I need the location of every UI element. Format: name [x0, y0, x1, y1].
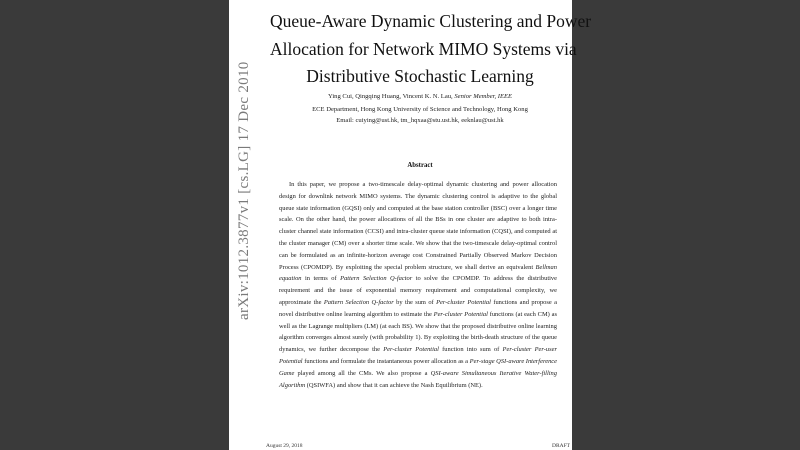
abstract-text: functions and formulate the instantaneous power allocation as a — [302, 357, 470, 365]
author-names: Ying Cui, Qingqing Huang, Vincent K. N. Lau, — [327, 93, 455, 100]
abstract-emphasis: Per-cluster Potential — [433, 310, 488, 318]
abstract-body — [279, 179, 557, 391]
footer-draft-label: DRAFT — [552, 443, 571, 449]
abstract-text: functions and propose a novel distributive online learning algorithm to estimate the — [279, 298, 557, 318]
title-line-1: Queue-Aware Dynamic Clustering and Power — [270, 11, 592, 31]
abstract-text: to solve the CPOMDP. To address the distributive requirement and the issue of exponential memory requirement and computational complexity, we approximate the — [279, 275, 557, 306]
author-emails: Email: cuiying@ust.hk, tm_hqxaa@stu.ust.hk, eeknlau@ust.hk — [336, 117, 504, 124]
abstract-emphasis: Per-cluster Per-user Potential — [279, 346, 557, 365]
abstract-text: played among all the CMs. We also propose a — [294, 369, 431, 377]
title-line-3: Distributive Stochastic Learning — [306, 66, 534, 86]
abstract-emphasis: Bellman equation — [279, 263, 557, 283]
paper-title — [270, 8, 592, 91]
abstract-emphasis: Pattern Selection Q-factor — [340, 275, 413, 283]
author-list — [270, 93, 570, 100]
abstract-emphasis: Per-cluster Potential — [383, 346, 439, 354]
footer-date: August 29, 2018 — [266, 443, 303, 449]
arxiv-identifier[interactable]: arXiv:1012.3877v1 [cs.LG] 17 Dec 2010 — [236, 61, 252, 320]
abstract-emphasis: Pattern Selection Q-factor — [323, 298, 394, 306]
author-affiliation: ECE Department, Hong Kong University of Science and Technology, Hong Kong — [312, 106, 528, 113]
abstract-emphasis: Per-stage QSI-aware Interference Game — [279, 357, 558, 377]
abstract-text: functions (at each CM) as well as the Lagrange multipliers (LM) (at each BS). We show that the proposed distributive online learning algorithm converges almost surely (with probability 1). By exploiting the birth-death structure of the queue dynamics, we further decompose the — [279, 310, 557, 354]
abstract-text: function into sum of — [438, 346, 503, 354]
title-line-2: Allocation for Network MIMO Systems via — [270, 38, 577, 59]
abstract-text: by the sum of — [393, 298, 437, 306]
abstract-text: (QSIWFA) and show that it can achieve the Nash Equilibrium (NE). — [305, 381, 483, 389]
abstract-emphasis: QSI-aware Simultaneous Iterative Water-filling Algorithm — [279, 369, 557, 389]
abstract-emphasis: Per-cluster Potential — [436, 298, 491, 306]
abstract-heading: Abstract — [407, 162, 433, 169]
abstract-text: In this paper, we propose a two-timescale delay-optimal dynamic clustering and power allocation design for downlink network MIMO systems. The dynamic clustering control is adaptive to the global queue state information (GQSI) only and computed at the base station controller (BSC) over a longer time scale. On the other hand, the power allocations of all the BSs in one cluster are adaptive to both intra-cluster channel state information (CCSI) and intra-cluster queue state information (CQSI), and computed at the cluster manager (CM) over a shorter time scale. We show that the two-timescale delay-optimal control can be formulated as an infinite-horizon average cost Constrained Partially Observed Markov Decision Process (CPOMDP). By exploiting the special problem structure, we shall derive an equivalent — [279, 181, 557, 271]
abstract-text: in terms of — [301, 275, 341, 283]
author-membership: Senior Member, IEEE — [454, 93, 513, 100]
